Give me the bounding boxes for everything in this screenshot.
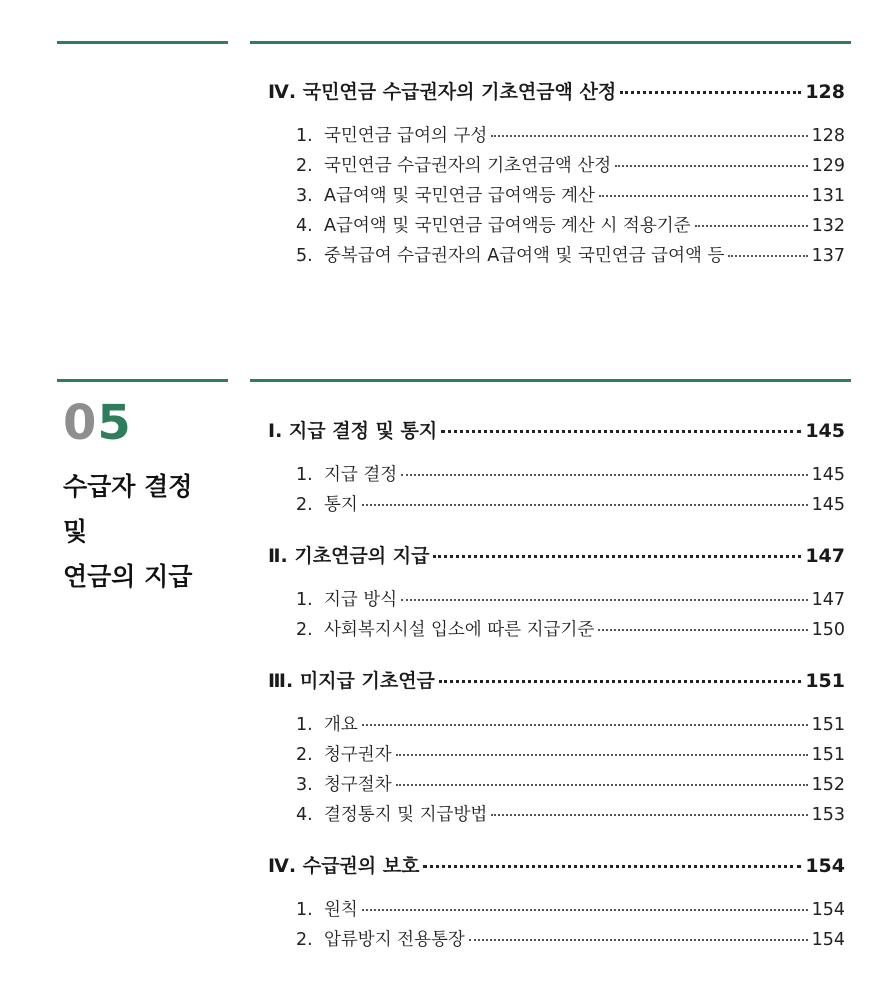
toc-item[interactable] [268, 241, 845, 271]
item-page: 152 [811, 775, 845, 795]
top-right-rule [250, 41, 851, 44]
dot-leader [695, 225, 808, 227]
section-page: 154 [805, 855, 845, 877]
section-page: 147 [805, 545, 845, 567]
item-page: 151 [811, 745, 845, 765]
item-number: 2. [296, 745, 313, 765]
section-title: 지급 결정 및 통지 [288, 420, 438, 442]
item-page: 151 [811, 715, 845, 735]
item-page: 154 [811, 930, 845, 950]
item-title: 압류방지 전용통장 [324, 930, 465, 950]
item-page: 132 [811, 216, 845, 236]
chapter-title [63, 464, 243, 599]
chapter-number-digit-1: 5 [97, 395, 132, 451]
toc-item[interactable] [268, 710, 845, 740]
section-page: 145 [805, 420, 845, 442]
dot-leader [433, 555, 801, 558]
toc-item[interactable] [268, 895, 845, 925]
dot-leader [362, 724, 808, 726]
dot-leader [362, 909, 808, 911]
item-number: 1. [296, 126, 313, 146]
item-title: A급여액 및 국민연금 급여액등 계산 시 적용기준 [324, 216, 691, 236]
item-number: 5. [296, 246, 313, 266]
toc-item[interactable] [268, 181, 845, 211]
item-title: 국민연금 급여의 구성 [324, 126, 488, 146]
toc-item[interactable] [268, 460, 845, 490]
item-number: 3. [296, 186, 313, 206]
item-page: 145 [811, 465, 845, 485]
toc-section-3[interactable] [268, 666, 845, 696]
toc-section-2[interactable] [268, 541, 845, 571]
section-numeral: Ⅰ. [268, 420, 283, 442]
item-number: 2. [296, 620, 313, 640]
item-title: 지급 방식 [324, 590, 398, 610]
item-title: 개요 [324, 715, 358, 735]
item-page: 147 [811, 590, 845, 610]
chapter-title-line-3: 연금의 지급 [63, 562, 193, 591]
item-page: 128 [811, 126, 845, 146]
item-number: 3. [296, 775, 313, 795]
toc-section-4[interactable] [268, 851, 845, 881]
item-number: 1. [296, 465, 313, 485]
item-page: 131 [811, 186, 845, 206]
item-title: 중복급여 수급권자의 A급여액 및 국민연금 급여액 등 [324, 246, 725, 266]
chapter-title-line-2: 및 [63, 517, 88, 546]
dot-leader [491, 814, 807, 816]
dot-leader [469, 939, 808, 941]
item-title: 사회복지시설 입소에 따른 지급기준 [324, 620, 595, 640]
dot-leader [620, 91, 801, 94]
section-numeral: Ⅳ. [268, 855, 297, 877]
toc-item[interactable] [268, 925, 845, 955]
item-page: 150 [811, 620, 845, 640]
item-number: 4. [296, 805, 313, 825]
item-number: 1. [296, 900, 313, 920]
toc-item[interactable] [268, 151, 845, 181]
chapter-number-digit-0: 0 [63, 395, 98, 451]
dot-leader [491, 135, 807, 137]
item-title: 결정통지 및 지급방법 [324, 805, 488, 825]
item-number: 2. [296, 156, 313, 176]
item-page: 154 [811, 900, 845, 920]
item-title: 지급 결정 [324, 465, 398, 485]
section-numeral: Ⅱ. [268, 545, 288, 567]
chapter-left-rule [57, 379, 228, 382]
item-page: 129 [811, 156, 845, 176]
item-title: 원칙 [324, 900, 358, 920]
toc-item[interactable] [268, 770, 845, 800]
dot-leader [598, 629, 807, 631]
item-title: 청구절차 [324, 775, 392, 795]
section-title: 미지급 기초연금 [299, 670, 435, 692]
item-number: 2. [296, 495, 313, 515]
section-title: 기초연금의 지급 [294, 545, 430, 567]
dot-leader [441, 430, 801, 433]
dot-leader [439, 680, 801, 683]
item-page: 137 [811, 246, 845, 266]
section-title: 국민연금 수급권자의 기초연금액 산정 [302, 81, 617, 103]
toc-item[interactable] [268, 615, 845, 645]
top-left-rule [57, 41, 228, 44]
toc-section-4-prev[interactable] [268, 77, 845, 107]
section-numeral: Ⅳ. [268, 81, 297, 103]
chapter-right-rule [250, 379, 851, 382]
toc-item[interactable] [268, 211, 845, 241]
dot-leader [401, 599, 807, 601]
chapter-number [63, 396, 243, 450]
item-number: 1. [296, 590, 313, 610]
toc-item[interactable] [268, 121, 845, 151]
item-title: 통지 [324, 495, 358, 515]
chapter-sidebar [63, 396, 243, 599]
item-title: 청구권자 [324, 745, 392, 765]
dot-leader [362, 504, 808, 506]
toc-item[interactable] [268, 490, 845, 520]
item-number: 1. [296, 715, 313, 735]
chapter-title-line-1: 수급자 결정 [63, 472, 193, 501]
item-page: 153 [811, 805, 845, 825]
dot-leader [423, 865, 801, 868]
dot-leader [396, 784, 808, 786]
item-number: 4. [296, 216, 313, 236]
item-page: 145 [811, 495, 845, 515]
section-page: 128 [805, 81, 845, 103]
item-number: 2. [296, 930, 313, 950]
toc-item[interactable] [268, 800, 845, 830]
section-numeral: Ⅲ. [268, 670, 294, 692]
section-title: 수급권의 보호 [302, 855, 420, 877]
top-toc [268, 77, 845, 271]
dot-leader [728, 255, 807, 257]
dot-leader [401, 474, 807, 476]
toc-section-1[interactable] [268, 416, 845, 446]
toc-item[interactable] [268, 740, 845, 770]
item-title: 국민연금 수급권자의 기초연금액 산정 [324, 156, 612, 176]
chapter-toc [268, 416, 845, 955]
dot-leader [615, 165, 807, 167]
dot-leader [599, 195, 808, 197]
dot-leader [396, 754, 808, 756]
section-page: 151 [805, 670, 845, 692]
toc-item[interactable] [268, 585, 845, 615]
item-title: A급여액 및 국민연금 급여액등 계산 [324, 186, 595, 206]
